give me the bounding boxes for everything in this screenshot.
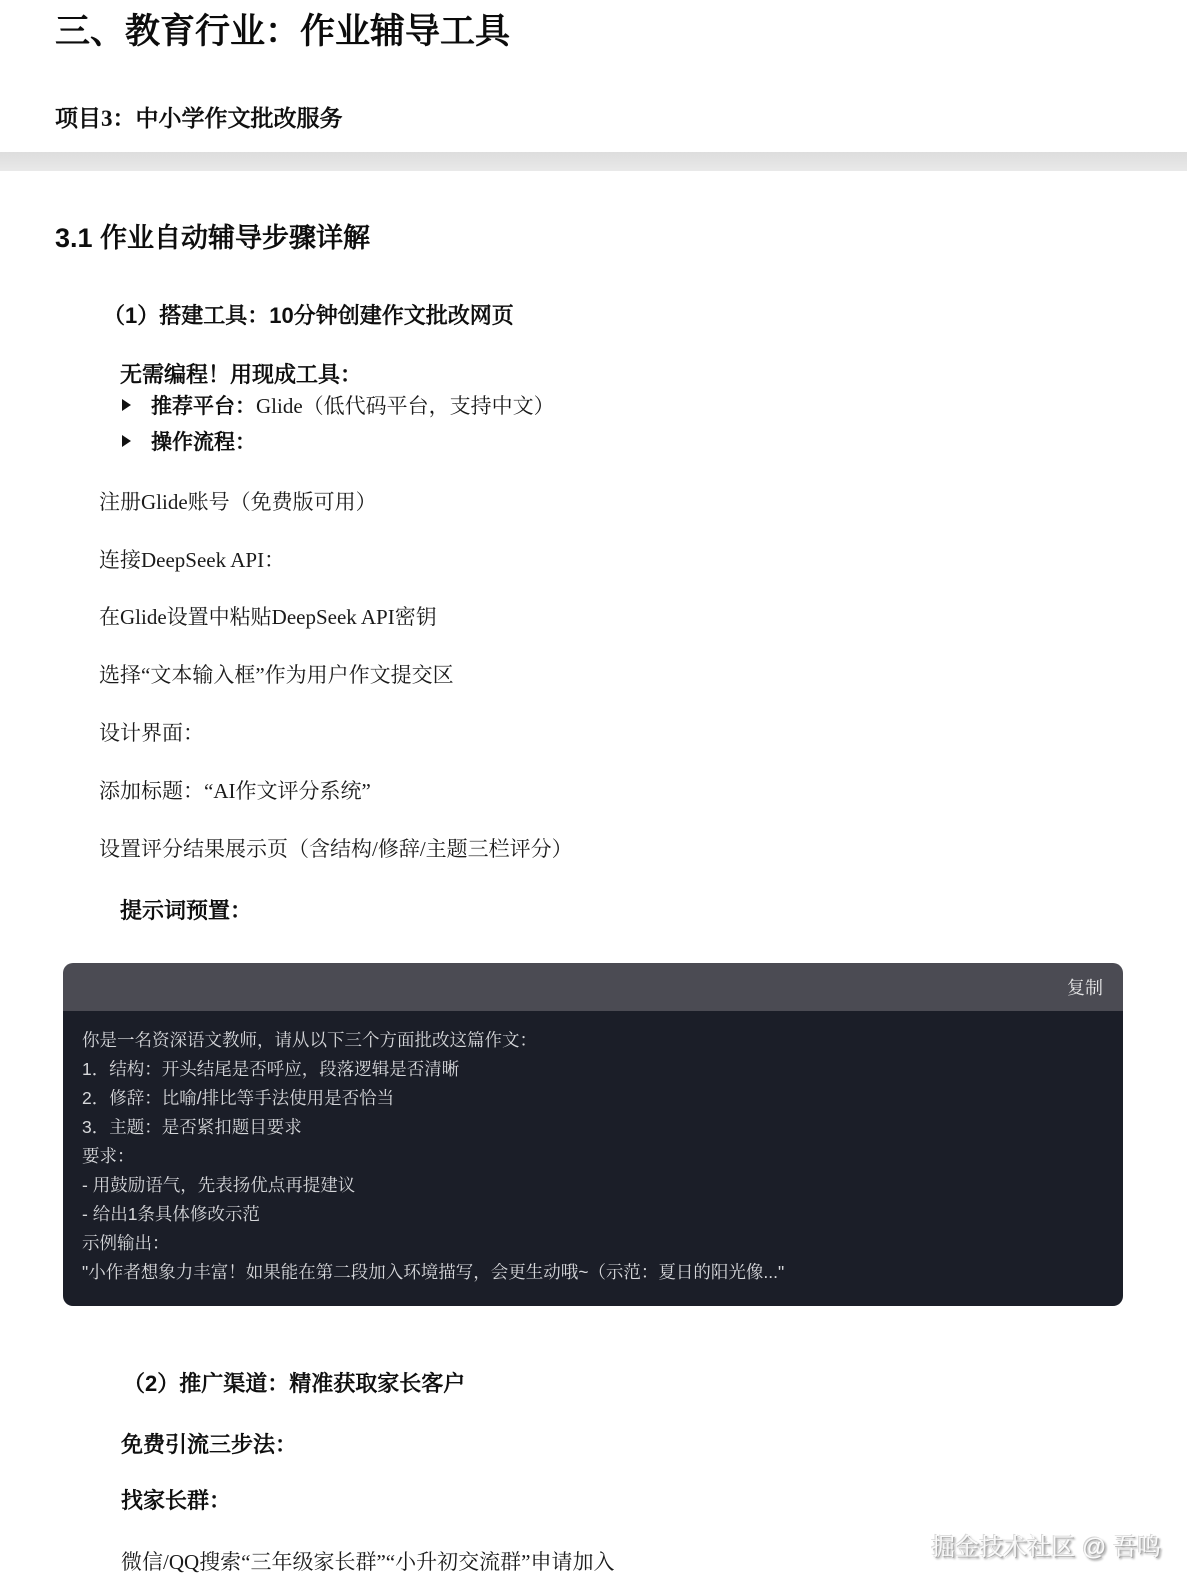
parent-group-search-step: 微信/QQ搜索“三年级家长群”“小升初交流群”申请加入 [121,1550,615,1574]
find-parent-group-label: 找家长群： [121,1488,232,1513]
bullet-item-workflow [122,426,256,456]
workflow-step: 连接DeepSeek API： [99,548,286,572]
code-line: 示例输出： [82,1233,170,1253]
bullet-label: 推荐平台： [151,395,256,418]
page-title: 三、教育行业：作业辅导工具 [55,12,511,51]
section-3-1-heading: 3.1 作业自动辅导步骤详解 [55,223,371,253]
triangle-bullet-icon [122,435,131,447]
project-subtitle: 项目3：中小学作文批改服务 [55,106,343,131]
code-line: 你是一名资深语文教师，请从以下三个方面批改这篇作文： [82,1030,537,1050]
workflow-step: 添加标题：“AI作文评分系统” [99,779,371,803]
code-block-header [63,963,1123,1011]
step1-intro: 无需编程！用现成工具： [120,362,363,387]
prompt-preset-label: 提示词预置： [120,898,253,923]
workflow-step: 在Glide设置中粘贴DeepSeek API密钥 [99,605,437,629]
workflow-step: 注册Glide账号（免费版可用） [99,490,377,514]
code-line: - 给出1条具体修改示范 [82,1204,260,1224]
traffic-method-label: 免费引流三步法： [121,1432,298,1457]
code-line: 3．主题：是否紧扣题目要求 [82,1117,302,1137]
code-line: 1．结构：开头结尾是否呼应，段落逻辑是否清晰 [82,1059,460,1079]
section-divider-bar [0,152,1187,171]
workflow-step: 设计界面： [99,721,204,745]
step1-heading: （1）搭建工具：10分钟创建作文批改网页 [103,303,514,328]
code-line: - 用鼓励语气，先表扬优点再提建议 [82,1175,356,1195]
step2-heading: （2）推广渠道：精准获取家长客户 [123,1371,466,1396]
code-line: 2．修辞：比喻/排比等手法使用是否恰当 [82,1088,395,1108]
watermark: 掘金技术社区 @ 吾鸣 [931,1534,1161,1561]
code-line: "小作者想象力丰富！如果能在第二段加入环境描写，会更生动哦~（示范：夏日的阳光像..." [82,1262,785,1282]
workflow-step: 设置评分结果展示页（含结构/修辞/主题三栏评分） [99,837,573,861]
bullet-label: 操作流程： [151,431,256,454]
copy-button[interactable]: 复制 [1067,974,1103,1000]
bullet-item-platform [122,390,555,420]
code-block-body [63,1011,1123,1306]
bullet-text: Glide（低代码平台，支持中文） [256,394,555,418]
triangle-bullet-icon [122,399,131,411]
code-line: 要求： [82,1146,135,1166]
prompt-code-block [63,963,1123,1306]
workflow-step: 选择“文本输入框”作为用户作文提交区 [99,663,454,687]
